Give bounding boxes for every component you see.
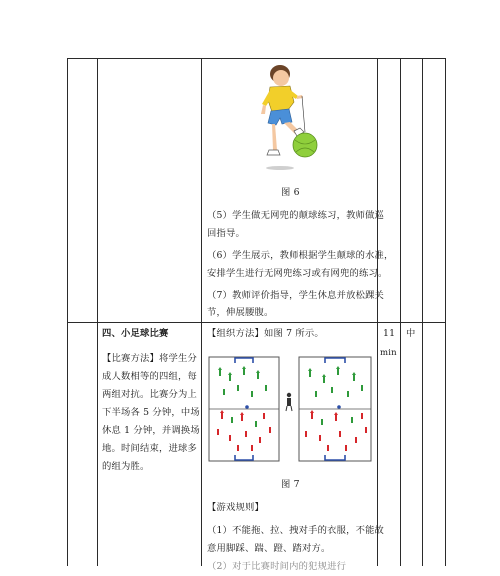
fig6-boy-illustration — [250, 62, 330, 176]
table-row-divider — [67, 322, 445, 323]
table-divider-col5 — [422, 58, 423, 566]
step7-line2: 节，伸展腰腹。 — [207, 307, 274, 318]
table-border-left — [67, 58, 68, 566]
rule1-line2: 意用脚踩、踹、蹬、踏对方。 — [207, 543, 331, 554]
step5-line2: 回指导。 — [207, 228, 245, 239]
table-divider-col3 — [377, 58, 378, 566]
fig6-caption: 图 6 — [281, 187, 300, 198]
section4-heading: 四、小足球比赛 — [102, 328, 169, 339]
method-line4: 下半场各 5 分钟，中场 — [102, 407, 200, 418]
method-line7: 的组为胜。 — [102, 461, 150, 472]
step5-line1: （5）学生做无网兜的颠球练习，教师做巡 — [207, 210, 385, 221]
step6-line1: （6）学生展示，教师根据学生颠球的水准， — [207, 250, 394, 261]
fig7-caption: 图 7 — [281, 479, 300, 490]
rule1-line1: （1）不能拖、拉、拽对手的衣服，不能故 — [207, 525, 385, 536]
fig7-field-diagram — [207, 355, 373, 463]
method-line6: 地。时间结束，进球多 — [102, 443, 197, 454]
table-divider-col4 — [400, 58, 401, 566]
table-divider-col2 — [201, 58, 202, 566]
time-value: 11 — [383, 328, 396, 339]
method-line2: 成人数相等的四组，每 — [102, 371, 197, 382]
method-line1: 【比赛方法】将学生分 — [102, 353, 197, 364]
rule2-partial: （2）对于比赛时间内的犯规进行 — [207, 561, 347, 572]
method-line5: 休息 1 分钟，并调换场 — [102, 425, 200, 436]
time-unit: min — [380, 348, 397, 358]
step7-line1: （7）教师评价指导，学生休息并放松踝关 — [207, 290, 385, 301]
table-border-top — [67, 58, 445, 59]
intensity-value: 中 — [406, 328, 416, 339]
method-line3: 两组对抗。比赛分为上 — [102, 389, 197, 400]
table-divider-col1 — [97, 58, 98, 566]
rules-heading: 【游戏规则】 — [207, 502, 264, 513]
step6-line2: 安排学生进行无网兜练习或有网兜的练习。 — [207, 268, 388, 279]
table-border-right — [445, 58, 446, 566]
org-method: 【组织方法】如图 7 所示。 — [207, 328, 324, 339]
